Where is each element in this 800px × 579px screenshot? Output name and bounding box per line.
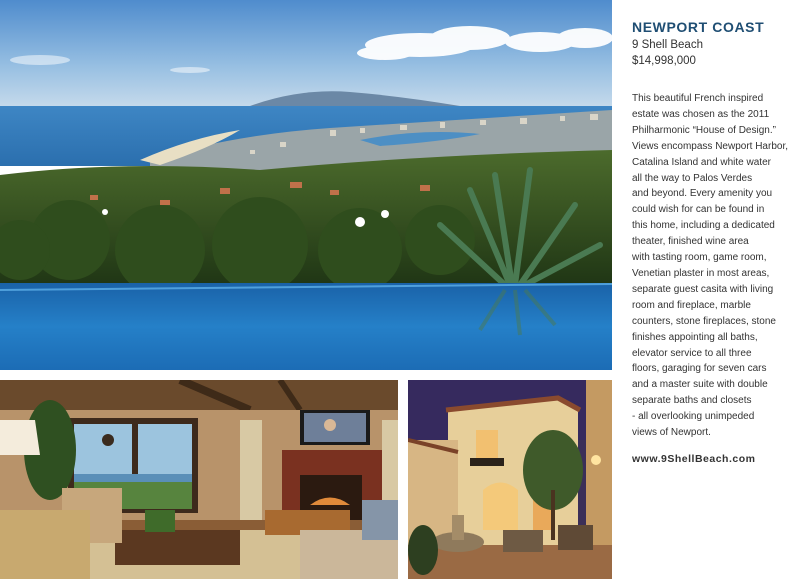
listing-text-column: [632, 18, 796, 465]
photo-courtyard: [408, 380, 612, 579]
listing-website-link[interactable]: www.9ShellBeach.com: [632, 452, 756, 465]
photo-living-room: [0, 380, 398, 579]
listing-price: $14,998,000: [632, 55, 696, 67]
listing-address: 9 Shell Beach: [632, 39, 703, 51]
listing-headline: NEWPORT COAST: [632, 19, 765, 35]
listing-description: This beautiful French inspired estate was chosen as the 2011 Philharmonic “House of Design.” Views encompass Newport Harbor, Catalina Island and white water all the way to Palos Verdes and beyond. Every amenity you could wish for can be found in this home, including a dedicated theater, finished wine area with tasting room, game room, Venetian plaster in most areas, separate guest casita with living room and fireplace, marble counters, stone fireplaces, stone finishes appointing all baths, elevator service to all three floors, garaging for seven cars and a master suite with double separate baths and closets - all overlooking unimpeded views of Newport.: [632, 93, 788, 439]
hero-photo-ocean-view: [0, 0, 612, 370]
